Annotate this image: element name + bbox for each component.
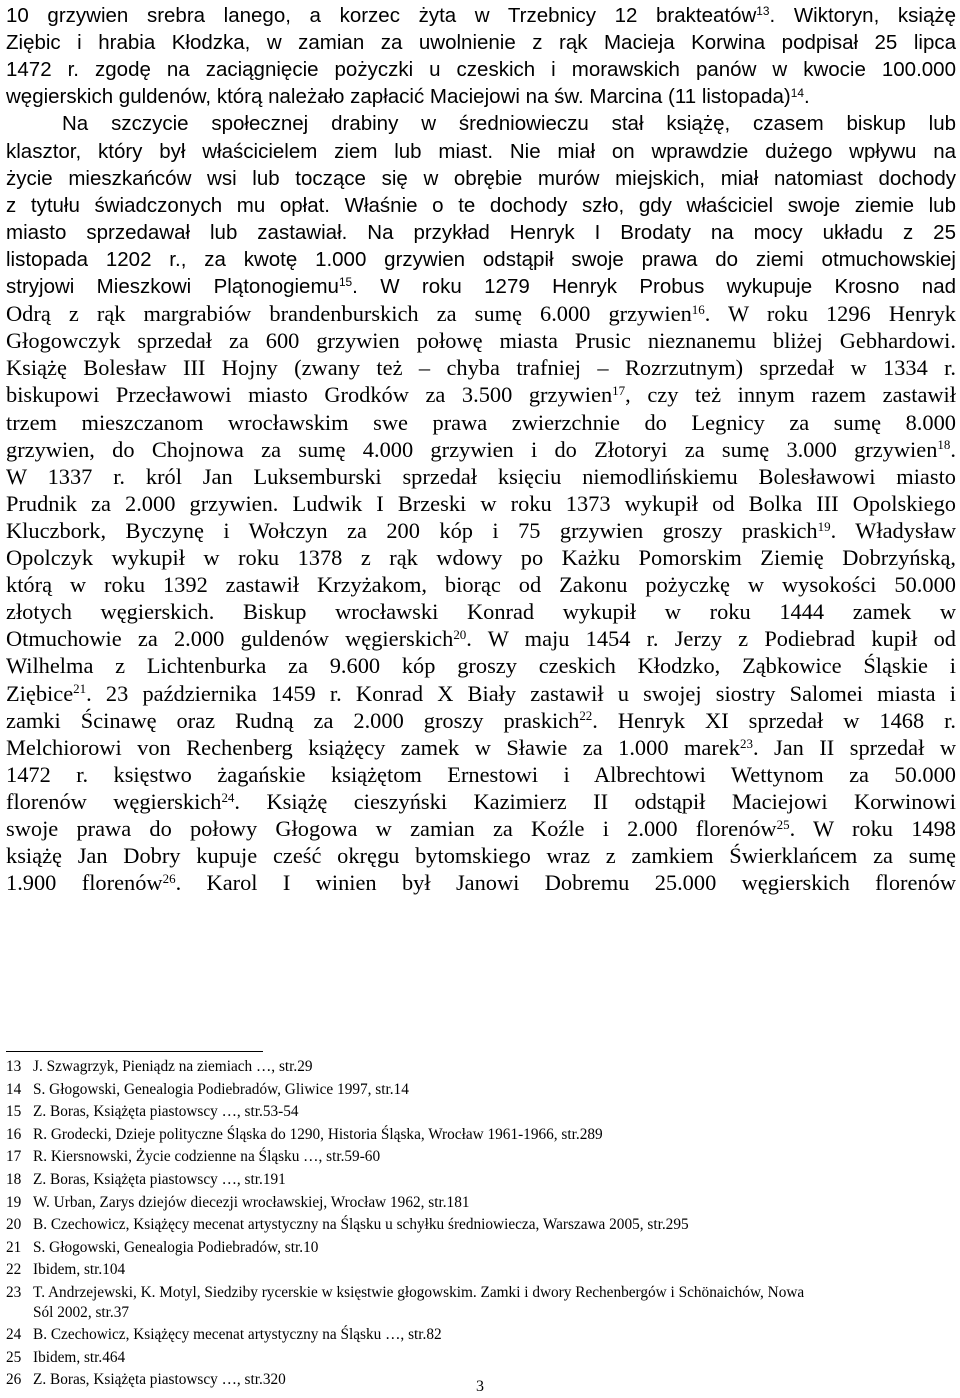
- body-line-text: 1472 r. księstwo żagańskie książętom Ernestowi i Albrechtowi Wettynom za 50.000: [6, 761, 956, 787]
- body-line: [6, 490, 956, 517]
- body-line: [6, 300, 956, 330]
- body-line: [6, 869, 956, 899]
- body-line: [6, 2, 956, 32]
- footnote-reference: 14: [790, 85, 804, 100]
- footnote-text: S. Głogowski, Genealogia Podiebradów, str.10: [33, 1238, 319, 1256]
- footnote-text: S. Głogowski, Genealogia Podiebradów, Gliwice 1997, str.14: [33, 1080, 409, 1098]
- footnote-number: 14: [6, 1080, 22, 1098]
- footnote-text: Sól 2002, str.37: [33, 1303, 130, 1321]
- footnote: [6, 1171, 956, 1189]
- footnote-number: 16: [6, 1125, 22, 1143]
- body-line: [6, 56, 956, 83]
- footnote-separator: [6, 1051, 263, 1052]
- body-line: [6, 436, 956, 466]
- footnote-number: 20: [6, 1216, 22, 1234]
- body-line: [6, 273, 956, 303]
- page-number: 3: [476, 1378, 484, 1395]
- footnote-text: J. Szwagrzyk, Pieniądz na ziemiach …, str.29: [33, 1058, 313, 1075]
- body-line: [6, 354, 956, 381]
- footnote-number: 18: [6, 1171, 22, 1188]
- footnote: [6, 1349, 956, 1367]
- footnote-reference: 25: [776, 816, 790, 832]
- footnote-reference: 24: [221, 789, 235, 805]
- footnote: [6, 1261, 956, 1279]
- body-line-text: Prudnik za 2.000 grzywien. Ludwik I Brzeski w roku 1373 wykupił od Bolka III Opolskiego: [6, 490, 956, 516]
- footnote-text: Ibidem, str.104: [33, 1261, 126, 1279]
- body-line-text: . Władysław: [830, 517, 956, 543]
- body-line: [6, 761, 956, 788]
- body-line-text: węgierskich guldenów, którą należało zapłacić Maciejowi na św. Marcina (11 listopada): [6, 85, 791, 109]
- footnote: [6, 1326, 956, 1344]
- footnote-text: Z. Boras, Książęta piastowscy …, str.191: [33, 1171, 286, 1188]
- footnote-reference: 22: [579, 708, 593, 724]
- body-line-text: Otmuchowie za 2.000 guldenów węgierskich: [6, 626, 454, 652]
- body-line-text: . Henryk XI sprzedał w 1468 r.: [592, 707, 956, 733]
- body-line-text: . Wiktoryn, książę: [769, 4, 956, 27]
- footnote: [6, 1148, 956, 1166]
- footnote-number: 26: [6, 1371, 22, 1389]
- footnote-text: Ibidem, str.464: [33, 1348, 126, 1366]
- body-line-text: którą w roku 1392 zastawił Krzyżakom, biorąc od Zakonu pożyczkę w wysokości 50.000: [6, 572, 956, 598]
- body-line-text: florenów węgierskich: [6, 788, 222, 814]
- body-line-text: . Karol I winien był Janowi Dobremu 25.000 węgierskich florenów: [175, 870, 956, 896]
- footnote: [6, 1103, 956, 1121]
- body-line: [6, 409, 956, 436]
- body-line-text: . Jan II sprzedał w: [752, 734, 956, 760]
- footnote-continuation: [6, 1304, 956, 1322]
- footnote-reference: 19: [817, 518, 831, 534]
- footnote: [6, 1194, 956, 1212]
- body-line-text: W 1337 r. król Jan Luksemburski sprzedał księciu niemodlińskiemu Bolesławowi miasto: [6, 463, 956, 489]
- body-line: [6, 707, 956, 737]
- footnote-text: R. Grodecki, Dzieje polityczne Śląska do 1290, Historia Śląska, Wrocław 1961-1966, str.289: [33, 1125, 603, 1143]
- footnote-text: Z. Boras, Książęta piastowscy …, str.53-54: [33, 1103, 299, 1121]
- body-line: [6, 598, 956, 625]
- footnote-number: 17: [6, 1148, 22, 1166]
- body-line-text: 1.900 florenów: [6, 870, 163, 896]
- footnote: [6, 1216, 956, 1234]
- body-line-text: .: [803, 85, 810, 109]
- body-line-text: złotych węgierskich. Biskup wrocławski Konrad wykupił w roku 1444 zamek w: [6, 599, 956, 625]
- body-line-text: Kluczbork, Byczynę i Wołczyn za 200 kóp i 75 grzywien groszy praskich: [6, 517, 818, 543]
- body-line-text: Wilhelma z Lichtenburka za 9.600 kóp groszy czeskich Kłodzko, Ząbkowice Śląskie i: [6, 653, 956, 679]
- body-line-text: Ziębice: [6, 680, 74, 706]
- body-line-text: trzem mieszczanom wrocławskim swe prawa zwierzchnie do Legnicy za sumę 8.000: [6, 409, 956, 435]
- body-line: [6, 544, 956, 571]
- footnote-number: 25: [6, 1348, 22, 1366]
- body-line-text: . Książę cieszyński Kazimierz II odstąpił Maciejowi Korwinowi: [234, 788, 956, 814]
- footnote-reference: 13: [756, 4, 770, 19]
- footnote-number: 15: [6, 1103, 22, 1121]
- body-line-text: listopada 1202 r., za kwotę 1.000 grzywien odstąpił swoje prawa do ziemi otmuchowskiej: [6, 247, 956, 271]
- body-line-text: .: [950, 436, 956, 462]
- body-line-text: biskupowi Przecławowi miasto Grodków za 3.500 grzywien: [6, 382, 613, 408]
- footnote-text: R. Kiersnowski, Życie codzienne na Śląsku …, str.59-60: [33, 1148, 381, 1166]
- body-line-text: grzywien, do Chojnowa za sumę 4.000 grzywien i do Złotoryi za sumę 3.000 grzywien: [6, 436, 938, 462]
- body-line: [6, 327, 956, 354]
- footnote: [6, 1081, 956, 1099]
- footnote-text: W. Urban, Zarys dziejów diecezji wrocławskiej, Wrocław 1962, str.181: [33, 1193, 470, 1211]
- body-line: [6, 83, 956, 113]
- body-line-text: Melchiorowi von Rechenberg książęcy zamek w Sławie za 1.000 marek: [6, 734, 740, 760]
- body-line-text: 10 grzywien srebra lanego, a korzec żyta w Trzebnicy 12 brakteatów: [6, 4, 757, 27]
- body-line: [6, 110, 956, 137]
- footnote: [6, 1126, 956, 1144]
- body-line-text: . W roku 1279 Henryk Probus wykupuje Krosno nad: [352, 275, 956, 298]
- body-line: [6, 652, 956, 679]
- footnote-text: Z. Boras, Książęta piastowscy …, str.320: [33, 1371, 286, 1389]
- body-line: [6, 734, 956, 764]
- body-line-text: Głogowczyk sprzedał za 600 grzywien połowę miasta Prusic nieznanemu bliżej Gebhardowi.: [6, 328, 956, 354]
- body-line-text: miasto sprzedawał lub zastawiał. Na przykład Henryk I Brodaty na mocy układu z 25: [6, 220, 956, 244]
- body-line: [6, 842, 956, 869]
- footnote-reference: 16: [691, 301, 705, 317]
- footnote-number: 24: [6, 1326, 22, 1344]
- body-line-text: stryjowi Mieszkowi Plątonogiemu: [6, 275, 339, 298]
- footnote: [6, 1239, 956, 1257]
- body-line-text: zamki Ścinawę oraz Rudną za 2.000 groszy praskich: [6, 707, 580, 733]
- footnote-text: B. Czechowicz, Książęcy mecenat artystyczny na Śląsku …, str.82: [33, 1326, 442, 1344]
- body-line: [6, 463, 956, 490]
- footnote-number: 22: [6, 1261, 22, 1279]
- footnote-text: T. Andrzejewski, K. Motyl, Siedziby rycerskie w księstwie głogowskim. Zamki i dwory Rechenbergów i Schönaichów, Nowa: [33, 1284, 805, 1301]
- body-line: [6, 192, 956, 219]
- body-line-text: Opolczyk wykupił w roku 1378 z rąk wdowy po Każku Pomorskim Ziemię Dobrzyńską,: [6, 545, 956, 570]
- footnote-reference: 26: [162, 871, 176, 887]
- body-line: [6, 517, 956, 547]
- footnote-reference: 17: [612, 383, 626, 399]
- body-line: [6, 381, 956, 411]
- body-line-text: . W roku 1498: [789, 816, 956, 841]
- footnote-reference: 18: [937, 437, 951, 453]
- body-line: [6, 815, 956, 845]
- footnote-number: 19: [6, 1193, 22, 1211]
- footnote-number: 13: [6, 1058, 22, 1075]
- footnote-reference: 15: [338, 275, 353, 290]
- body-line-text: życie mieszkańców wsi lub toczące się w obrębie murów miejskich, miał natomiast dochody: [6, 166, 956, 190]
- body-line-text: Ziębic i hrabia Kłodzka, w zamian za uwolnienie z rąk Macieja Korwina podpisał 25 lipca: [6, 31, 956, 55]
- body-line: [6, 219, 956, 246]
- body-line: [6, 165, 956, 192]
- body-line-text: . W maju 1454 r. Jerzy z Podiebrad kupił od: [466, 626, 956, 652]
- body-line-text: Odrą z rąk margrabiów brandenburskich za sumę 6.000 grzywien: [6, 301, 692, 327]
- footnote: [6, 1058, 956, 1076]
- footnote-number: 21: [6, 1238, 22, 1256]
- body-line-text: , czy też innym razem zastawił: [625, 382, 957, 408]
- body-line-text: 1472 r. zgodę na zaciągnięcie pożyczki u czeskich i morawskich panów w kwocie 100.000: [6, 58, 956, 82]
- body-line: [6, 680, 956, 710]
- body-line: [6, 138, 956, 165]
- body-line: [6, 246, 956, 273]
- body-line-text: Na szczycie społecznej drabiny w średniowieczu stał książę, czasem biskup lub: [62, 112, 956, 136]
- footnote-text: B. Czechowicz, Książęcy mecenat artystyczny na Śląsku u schyłku średniowiecza, Warszawa 2005, str.295: [33, 1216, 689, 1234]
- body-line-text: swoje prawa do połowy Głogowa w zamian za Koźle i 2.000 florenów: [6, 816, 777, 841]
- body-line-text: z tytułu świadczonych mu opłat. Właśnie o te dochody szło, gdy właściciel swoje ziemie lub: [6, 193, 956, 217]
- body-line-text: . 23 października 1459 r. Konrad X Biały zastawił u swojej siostry Salomei miasta i: [86, 680, 956, 706]
- body-line-text: . W roku 1296 Henryk: [704, 301, 956, 327]
- body-line-text: książę Jan Dobry kupuje cześć okręgu bytomskiego wraz z zamkiem Świerklańcem za sumę: [6, 843, 956, 869]
- footnote-reference: 23: [739, 735, 753, 751]
- document-page: [6, 0, 956, 1398]
- body-line-text: klasztor, który był właścicielem ziem lub miast. Nie miał on wprawdzie dużego wpływu na: [6, 139, 956, 163]
- body-line-text: Książę Bolesław III Hojny (zwany też – chyba trafniej – Rozrzutnym) sprzedał w 1334 r.: [6, 355, 956, 381]
- footnote: [6, 1284, 956, 1302]
- footnote-reference: 20: [453, 627, 467, 643]
- footnote-number: 23: [6, 1284, 22, 1301]
- body-line: [6, 29, 956, 56]
- body-line: [6, 571, 956, 598]
- footnote-reference: 21: [73, 681, 87, 697]
- body-line: [6, 788, 956, 818]
- body-line: [6, 625, 956, 655]
